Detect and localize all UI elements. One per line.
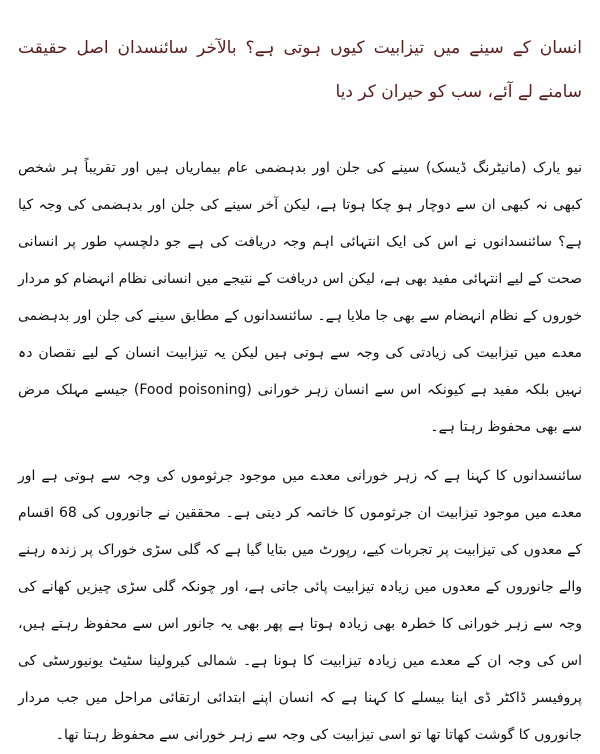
article-paragraph-2: سائنسدانوں کا کہنا ہے کہ زہر خورانی معدے میں موجود جرثوموں کی وجہ سے ہوتی ہے اور معدے میں موجود تیزابیت ان جرثوموں کا خاتمہ کر دیتی ہے۔ محققین نے جانوروں کی 68 اقسام کے معدوں کی تیزابیت پر تجربات کیے، رپورٹ میں بتایا گیا ہے کہ گلی سڑی خوراک پر زندہ رہنے والے جانوروں کے معدوں میں زیادہ تیزابیت پائی جاتی ہے، اور چونکہ گلی سڑی چیزیں کھانے کی وجہ سے زہر خورانی کا خطرہ بھی زیادہ ہوتا ہے پھر بھی یہ جانور اس سے محفوظ رہتے ہیں، اس کی وجہ ان کے معدے میں زیادہ تیزابیت کا ہونا ہے۔ شمالی کیرولینا سٹیٹ یونیورسٹی کی پروفیسر ڈاکٹر ڈی اینا بیسلے کا کہنا ہے کہ انسان اپنے ابتدائی ارتقائی مراحل میں جب مردار جانوروں کا گوشت کھاتا تھا تو اسی تیزابیت کی وجہ سے زہر خورانی سے محفوظ رہتا تھا۔ xyxy=(18,468,582,743)
article-headline: انسان کے سینے میں تیزابیت کیوں ہوتی ہے؟ بالآخر سائنسدان اصل حقیقت سامنے لے آئے، سب کو حیران کر دیا xyxy=(18,38,582,102)
article-paragraph-1: نیو یارک (مانیٹرنگ ڈیسک) سینے کی جلن اور بدہضمی عام بیماریاں ہیں اور تقریباً ہر شخص کبھی نہ کبھی ان سے دوچار ہو چکا ہوتا ہے، لیکن آخر سینے کی جلن اور بدہضمی کی وجہ کیا ہے؟ سائنسدانوں نے اس کی ایک انتہائی اہم وجہ دریافت کی ہے جو دلچسپ طور پر انسانی صحت کے لیے انتہائی مفید بھی ہے، لیکن اس دریافت کے نتیجے میں انسانی نظام انہضام کو مردار خوروں کے نظام انہضام سے بھی جا ملایا ہے۔ سائنسدانوں کے مطابق سینے کی جلن اور بدہضمی معدے میں تیزابیت کی زیادتی کی وجہ سے ہوتی ہیں لیکن یہ تیزابیت انسان کے لیے نقصان دہ نہیں بلکہ مفید ہے کیونکہ اس سے انسان زہر خورانی (Food poisoning) جیسے مہلک مرض سے بھی محفوظ رہتا ہے۔ xyxy=(18,160,582,435)
